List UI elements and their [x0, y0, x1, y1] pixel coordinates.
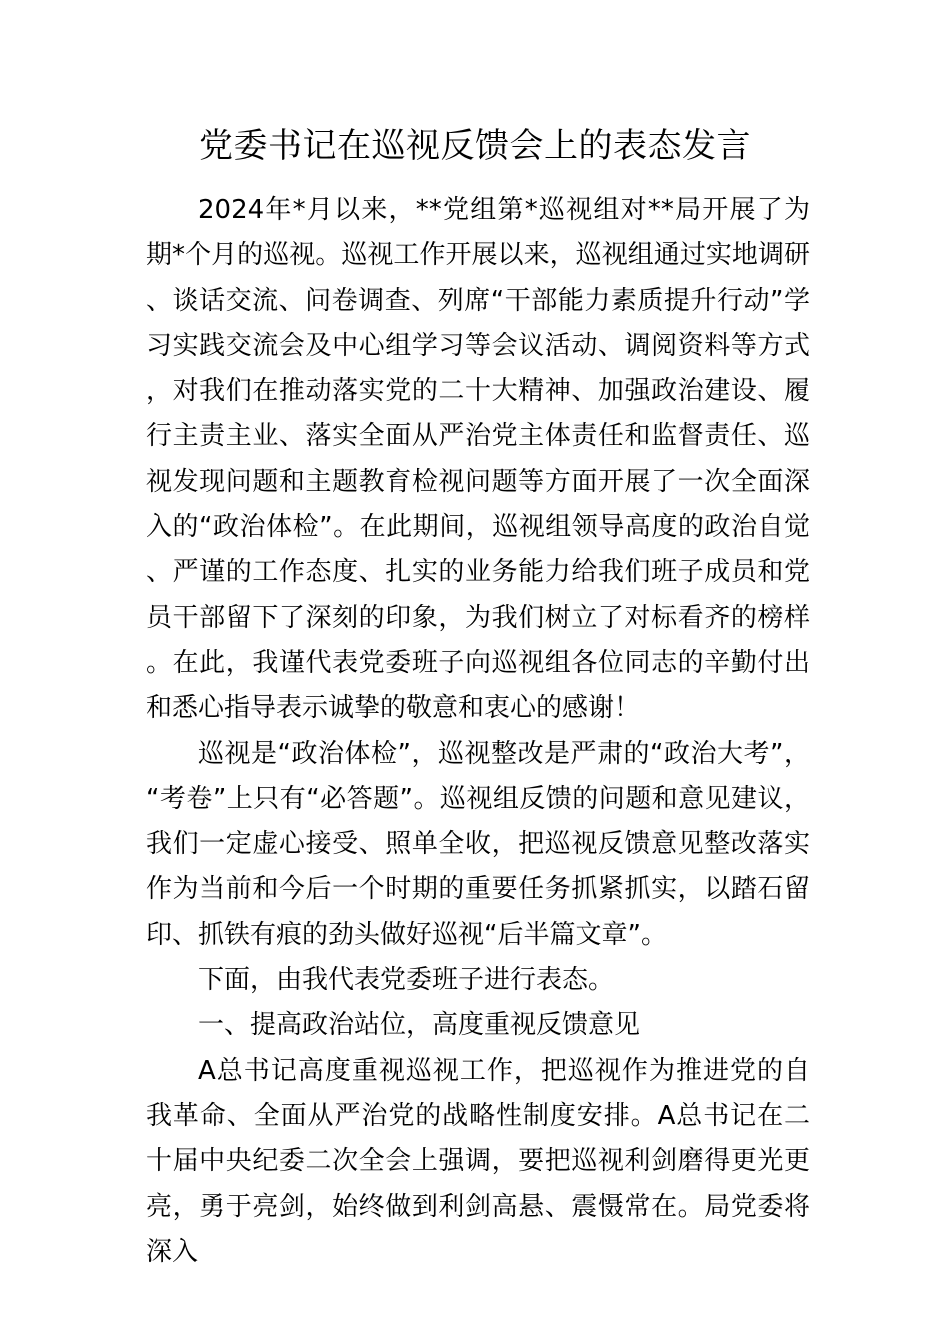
paragraph-intro: 2024年*月以来，**党组第*巡视组对**局开展了为期*个月的巡视。巡视工作开展以来，巡视组通过实地调研、谈话交流、问卷调查、列席“干部能力素质提升行动”学习实践交流会及中心组学习等会议活动、调阅资料等方式，对我们在推动落实党的二十大精神、加强政治建设、履行主责主业、落实全面从严治党主体责任和监督责任、巡视发现问题和主题教育检视问题等方面开展了一次全面深入的“政治体检”。在此期间，巡视组领导高度的政治自觉、严谨的工作态度、扎实的业务能力给我们班子成员和党员干部留下了深刻的印象，为我们树立了对标看齐的榜样。在此，我谨代表党委班子向巡视组各位同志的辛勤付出和悉心指导表示诚挚的敬意和衷心的感谢！: [146, 195, 810, 724]
section-heading-1: 一、提高政治站位，高度重视反馈意见: [198, 1010, 641, 1041]
paragraph-section-1: A总书记高度重视巡视工作，把巡视作为推进党的自我革命、全面从严治党的战略性制度安排。A总书记在二十届中央纪委二次全会上强调，要把巡视利剑磨得更光更亮，勇于亮剑，始终做到利剑高悬、震慑常在。局党委将深入: [146, 1055, 810, 1267]
paragraph-statement: 下面，由我代表党委班子进行表态。: [198, 965, 615, 996]
paragraph-inspection: 巡视是“政治体检”，巡视整改是严肃的“政治大考”，“考卷”上只有“必答题”。巡视组反馈的问题和意见建议，我们一定虚心接受、照单全收，把巡视反馈意见整改落实作为当前和今后一个时期的重要任务抓紧抓实，以踏石留印、抓铁有痕的劲头做好巡视“后半篇文章”。: [146, 738, 810, 950]
document-title: 党委书记在巡视反馈会上的表态发言: [199, 126, 751, 166]
document-body: [146, 188, 810, 1275]
